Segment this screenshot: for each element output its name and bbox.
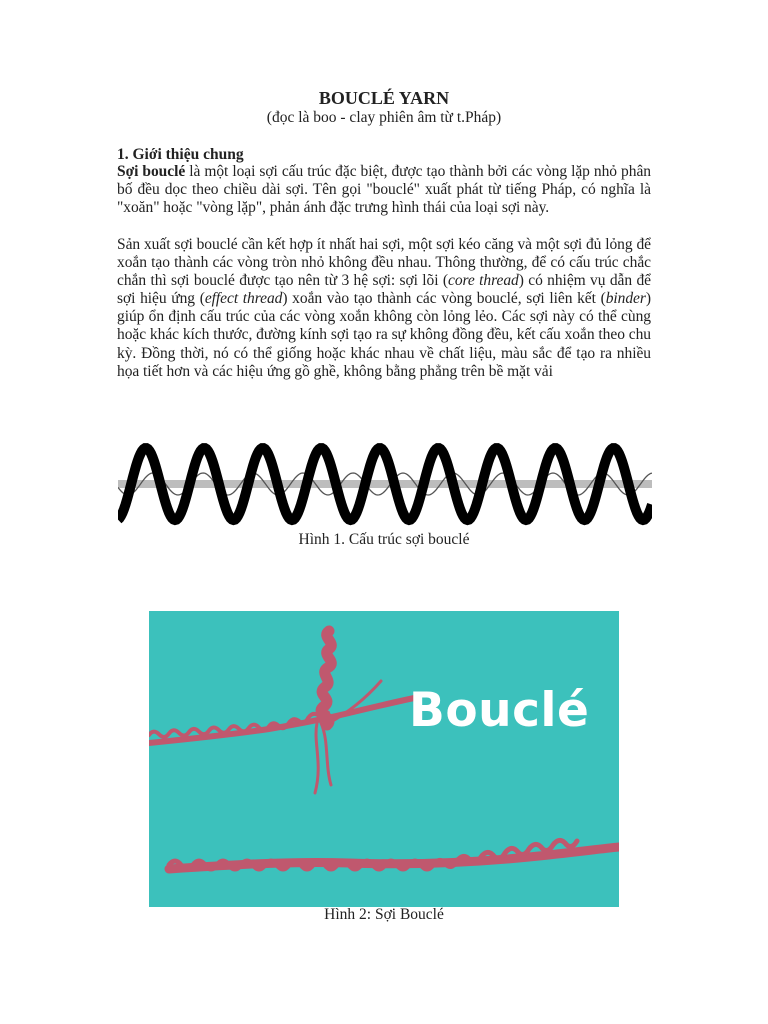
- binder-term: binder: [605, 290, 646, 308]
- figure2-caption: Hình 2: Sợi Bouclé: [324, 906, 444, 923]
- paragraph-production: [117, 236, 651, 381]
- section-heading: 1. Giới thiệu chung: [117, 146, 244, 163]
- upper-yarn-strand: [149, 697, 419, 743]
- figure1-caption: Hình 1. Cấu trúc sợi bouclé: [298, 531, 470, 548]
- document-title: BOUCLÉ YARN: [318, 88, 450, 108]
- document-subtitle: (đọc là boo - clay phiên âm từ t.Pháp): [266, 109, 502, 126]
- term-bold: Sợi bouclé: [117, 163, 186, 180]
- paragraph-intro-text: là một loại sợi cấu trúc đặc biệt, được tạo thành bởi các vòng lặp nhỏ phân bố đều dọc theo chiều dài sợi. Tên gọi "bouclé" xuất phát từ tiếng Pháp, có nghĩa là "xoăn" hoặc "vòng lặp", phản ánh đặc trưng hình thái của loại sợi này.: [117, 163, 651, 217]
- boucle-yarn-photo: [149, 611, 619, 907]
- effect-thread-term: effect thread: [204, 290, 283, 308]
- curly-yarn-strand: [321, 631, 331, 725]
- paragraph-production-part4: ) giúp ổn định cấu trúc của các vòng xoắn không còn lỏng lẻo. Các sợi này có thể cùng hoặc khác kích thước, đường kính sợi tạo ra sự không đồng đều, kết cấu xoắn theo chu kỳ. Đồng thời, nó có thể giống hoặc khác nhau về chất liệu, màu sắc để tạo ra nhiều họa tiết hơn và các hiệu ứng gồ ghề, không bằng phẳng trên bề mặt vải: [117, 290, 651, 380]
- paragraph-production-part1: Sản xuất sợi bouclé cần kết hợp ít nhất hai sợi, một sợi kéo căng và một sợi đủ lỏng để xoắn tạo thành các vòng tròn nhỏ không đều nhau. Thông thường, để có cấu trúc chắc chắn thì sợi bouclé được tạo nên từ 3 hệ sợi: sợi lõi (: [117, 236, 651, 290]
- yarn-illustration: [149, 611, 619, 907]
- paragraph-intro: [117, 163, 651, 217]
- boucle-photo-word: Bouclé: [409, 683, 590, 738]
- paragraph-production-part2: ) có nhiệm vụ dẫn để sợi hiệu ứng (: [117, 272, 651, 308]
- boucle-structure-diagram: [118, 435, 652, 531]
- paragraph-production-part3: ) xoắn vào tạo thành các vòng bouclé, sợi liên kết (: [282, 290, 606, 308]
- core-thread-term: core thread: [447, 272, 519, 290]
